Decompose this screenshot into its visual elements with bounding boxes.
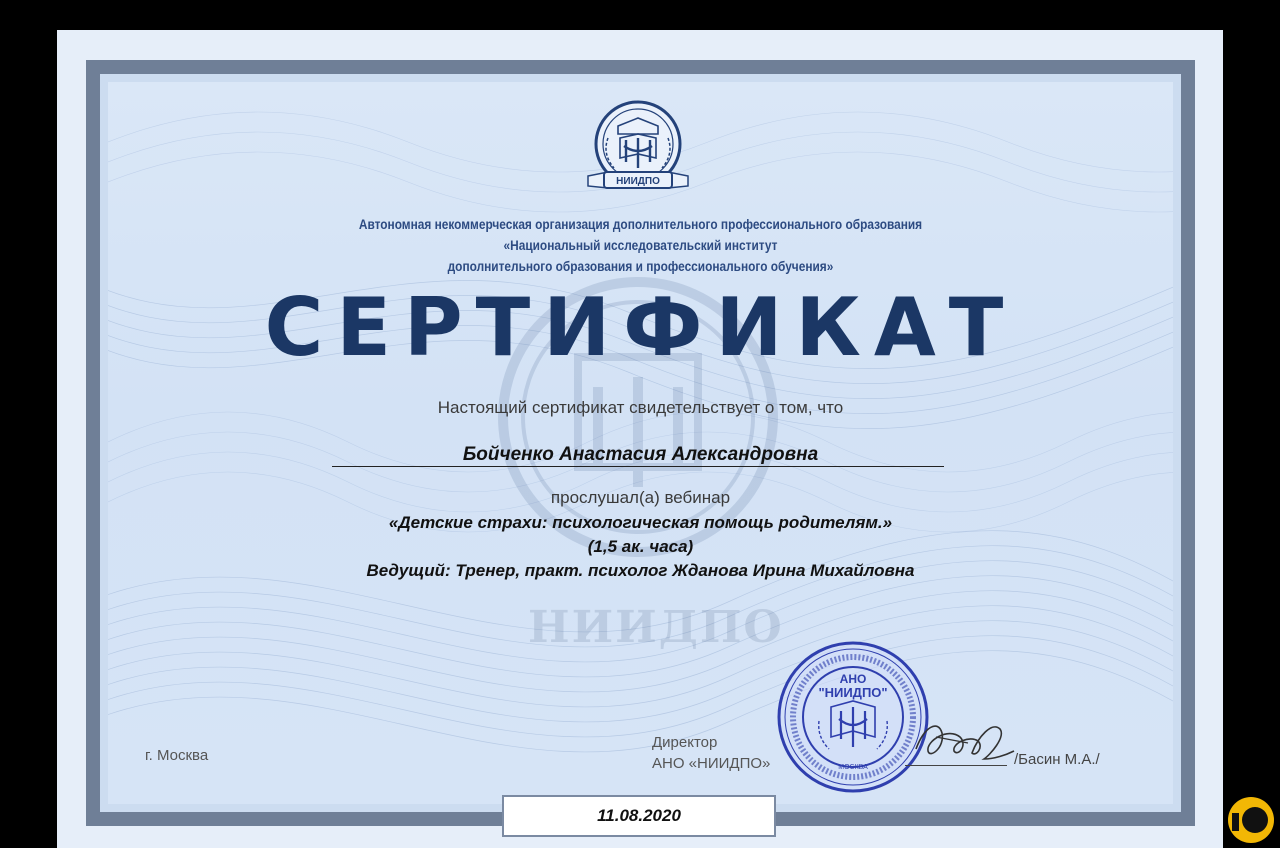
attended-text: прослушал(а) вебинар	[550, 488, 731, 507]
webinar-host: Ведущий: Тренер, практ. психолог Жданова Ирина Михайловна	[366, 561, 915, 580]
name-underline	[332, 466, 944, 467]
watermark-text: НИИДПО	[528, 602, 784, 653]
stamp-city: МОСКВА	[838, 764, 868, 771]
handwritten-signature-icon	[908, 707, 1018, 777]
signature-line	[905, 765, 1007, 766]
signer-name: /Басин М.А./	[1014, 751, 1100, 768]
recipient-name: Бойченко Анастасия Александровна	[462, 444, 819, 465]
institute-emblem-icon	[578, 98, 702, 202]
director-title: Директор	[652, 734, 718, 751]
certificate-title: СЕРТИФИКАТ	[264, 281, 1017, 374]
director-block	[652, 732, 770, 774]
org-line-1: Автономная некоммерческая организация дополнительного профессионального образования	[358, 217, 923, 232]
org-line-3: дополнительного образования и профессионального обучения»	[447, 259, 834, 274]
issue-date: 11.08.2020	[502, 795, 776, 837]
organization-name	[172, 214, 1109, 277]
webinar-hours: (1,5 ак. часа)	[587, 537, 694, 556]
certificate-intro: Настоящий сертификат свидетельствует о том, что	[437, 398, 844, 417]
org-line-2: «Национальный исследовательский институт	[503, 238, 778, 253]
certificate-body	[108, 82, 1173, 804]
director-org: АНО «НИИДПО»	[652, 755, 771, 772]
webinar-title: «Детские страхи: психологическая помощь родителям.»	[388, 513, 893, 532]
city-label: г. Москва	[145, 747, 209, 764]
stamp-text-1: АНО	[839, 672, 867, 686]
logo-text: НИИДПО	[616, 176, 660, 187]
stamp-text-2: "НИИДПО"	[818, 685, 888, 700]
site-logo-icon[interactable]	[1226, 795, 1276, 845]
